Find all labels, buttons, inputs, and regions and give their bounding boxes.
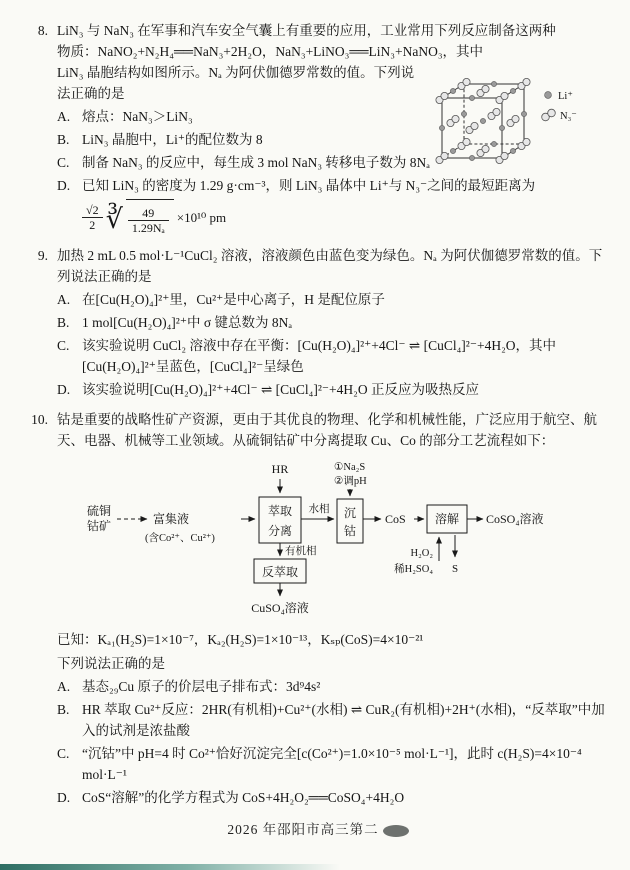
option-label: C. — [57, 337, 70, 353]
label-sulfur: S — [451, 562, 459, 575]
label-h2so4: 稀H₂SO₄ — [394, 563, 433, 575]
q9-stem: 加热 2 mL 0.5 mol·L⁻¹CuCl₂ 溶液，溶液颜色由蓝色变为绿色。Nₐ 为阿伏伽德罗常数的值。下列说法正确的是 — [57, 247, 603, 284]
option-text: 该实验说明[Cu(H₂O)₄]²⁺+4Cl⁻ ⇌ [CuCl₄]²⁻+4H₂O 正反应为吸热反应 — [82, 381, 479, 397]
label-na2s: ①Na₂S — [334, 461, 366, 473]
q10-option-a — [57, 676, 606, 697]
label-precipitate-cobalt: 沉 — [343, 505, 357, 520]
option-label: C. — [57, 155, 70, 170]
q8-stem-line: 物质：NaNO₂+N₂H₄══NaN₃+2H₂O，NaN₃+LiNO₃══LiN₃+NaNO₃，其中 — [57, 44, 484, 59]
q9-option-b — [57, 312, 606, 333]
q8-option-a — [57, 106, 606, 127]
label-hr: HR — [271, 461, 289, 476]
q10-option-d — [57, 787, 606, 808]
option-text: 该实验说明 CuCl₂ 溶液中存在平衡：[Cu(H₂O)₄]²⁺+4Cl⁻ ⇌ [CuCl₄]²⁻+4H₂O，其中[Cu(H₂O)₄]²⁺呈蓝色，[CuCl₄]²⁻呈绿色 — [82, 337, 557, 374]
q9-option-c — [57, 335, 606, 377]
label-coso4: CoSO₄溶液 — [486, 511, 544, 526]
q10-option-c — [57, 743, 606, 785]
option-label: B. — [57, 132, 70, 147]
option-label: B. — [57, 701, 70, 717]
q8-stem-line: LiN₃ 与 NaN₃ 在军事和汽车安全气囊上有重要的应用，工业常用下列反应制备这两种 — [57, 23, 556, 38]
fraction: $\frac{√2}{2}$ — [82, 203, 103, 233]
formula-tail: ×10¹⁰ pm — [176, 209, 227, 225]
radicand — [126, 199, 174, 236]
q8-option-b — [57, 129, 606, 150]
question-10 — [30, 409, 606, 808]
legend-li-label: Li⁺ — [558, 91, 573, 102]
option-text: 熔点：NaN₃＞LiN₃ — [82, 109, 193, 124]
q8-option-c — [57, 152, 606, 173]
process-flow-diagram — [73, 457, 606, 625]
flow-labels — [87, 462, 544, 615]
label-adjust-ph: ②调pH — [334, 475, 367, 487]
label-extract: 萃取 — [267, 503, 293, 518]
option-label: A. — [57, 291, 71, 307]
option-text: CoS“溶解”的化学方程式为 CoS+4H₂O₂══CoSO₄+4H₂O — [82, 789, 405, 805]
ink-blot — [383, 825, 409, 837]
label-cuso4: CuSO₄溶液 — [251, 600, 309, 615]
option-label: D. — [57, 178, 71, 193]
legend-n3-label: N₃⁻ — [560, 111, 577, 122]
label-enrich: 富集液 — [153, 511, 190, 526]
option-text: 1 mol[Cu(H₂O)₄]²⁺中 σ 键总数为 8Nₐ — [82, 314, 293, 330]
option-text: 基态₂₉Cu 原子的价层电子排布式：3d⁹4s² — [82, 678, 321, 694]
label-h2o2: H₂O₂ — [410, 547, 433, 559]
question-number: 8. — [37, 23, 48, 38]
q9-option-d — [57, 379, 606, 400]
question-8 — [30, 20, 606, 236]
label-back-extract: 反萃取 — [261, 564, 299, 579]
q8-stem-line: LiN₃ 晶胞结构如图所示。Nₐ 为阿伏伽德罗常数的值。下列说 — [57, 65, 415, 80]
option-text: “沉钴”中 pH=4 时 Co²⁺恰好沉淀完全[c(Co²⁺)=1.0×10⁻⁵ mol·L⁻¹]，此时 c(H₂S)=4×10⁻⁴ mol·L⁻¹ — [82, 745, 582, 782]
cube-root-symbol: ∛ — [105, 203, 123, 234]
footer-text: 2026 年邵阳市高三第二 — [227, 821, 379, 837]
q10-known: 已知：Kₐ₁(H₂S)=1×10⁻⁷，Kₐ₂(H₂S)=1×10⁻¹³，Kₛₚ(CoS)=4×10⁻²¹ — [57, 631, 424, 647]
q8-option-d — [57, 175, 606, 196]
page-footer — [30, 818, 606, 838]
question-9 — [30, 245, 606, 400]
option-label: A. — [57, 678, 71, 694]
option-text: 已知 LiN₃ 的密度为 1.29 g·cm⁻³，则 LiN₃ 晶体中 Li⁺与 N₃⁻之间的最短距离为 — [82, 178, 536, 193]
option-label: A. — [57, 109, 71, 124]
label-extract: 分离 — [267, 523, 293, 538]
q8-stem-line: 法正确的是 — [57, 86, 125, 101]
label-source: 钴矿 — [86, 518, 112, 533]
q10-option-b — [57, 699, 606, 741]
label-organic: 有机相 — [285, 545, 317, 557]
label-source: 硫铜 — [86, 503, 112, 518]
label-enrich-note: (含Co²⁺、Cu²⁺) — [145, 532, 215, 544]
scan-edge-artifact — [0, 864, 340, 870]
option-text: 制备 NaN₃ 的反应中，每生成 3 mol NaN₃ 转移电子数为 8Nₐ — [82, 155, 430, 170]
label-cos: CoS — [385, 511, 406, 526]
q8-option-d-formula — [82, 199, 606, 236]
label-aqueous: 水相 — [308, 503, 330, 515]
q9-option-a — [57, 289, 606, 310]
legend-li-icon — [545, 92, 552, 99]
option-label: D. — [57, 789, 71, 805]
question-number: 10. — [31, 411, 48, 427]
question-number: 9. — [37, 247, 48, 263]
label-precipitate-cobalt: 钴 — [343, 523, 357, 538]
option-text: HR 萃取 Cu²⁺反应：2HR(有机相)+Cu²⁺(水相) ⇌ CuR₂(有机相)+2H⁺(水相)，“反萃取”中加入的试剂是浓盐酸 — [82, 701, 605, 738]
option-text: LiN₃ 晶胞中，Li⁺的配位数为 8 — [82, 132, 263, 147]
q10-stem: 钴是重要的战略性矿产资源，更由于其优良的物理、化学和机械性能，广泛应用于航空、航天、电器、机械等工业领域。从硫铜钴矿中分离提取 Cu、Co 的部分工艺流程如下： — [57, 411, 597, 448]
fraction: $\frac{49}{\text{1.29Nₐ}}$ — [128, 206, 169, 236]
q10-prompt: 下列说法正确的是 — [57, 655, 165, 671]
option-label: B. — [57, 314, 70, 330]
option-label: C. — [57, 745, 70, 761]
label-dissolve: 溶解 — [434, 511, 460, 526]
option-text: 在[Cu(H₂O)₄]²⁺里，Cu²⁺是中心离子，H 是配位原子 — [82, 291, 385, 307]
option-label: D. — [57, 381, 71, 397]
